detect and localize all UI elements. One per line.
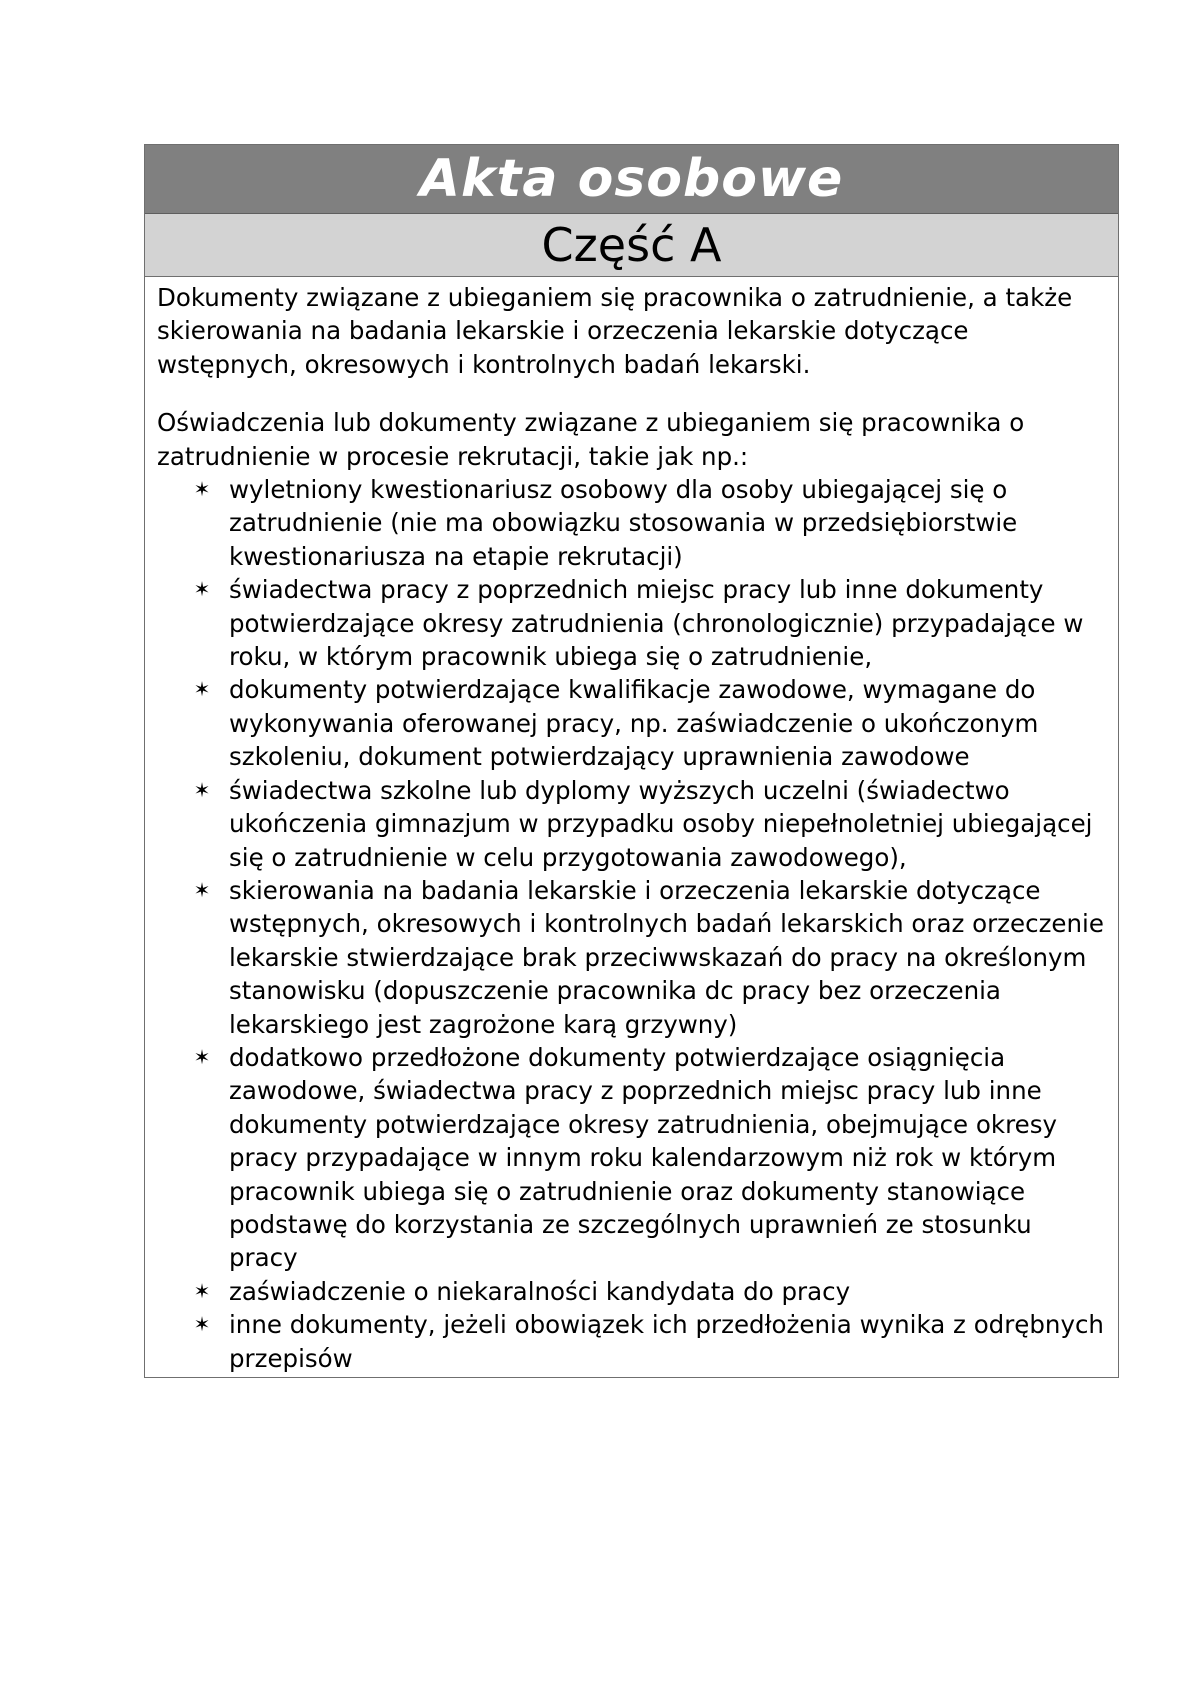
list-item-text: świadectwa szkolne lub dyplomy wyższych uczelni (świadectwo ukończenia gimnazjum w przypadku osoby niepełnoletniej ubiegającej się o zatrudnienie w celu przygotowania zawodowego), bbox=[229, 775, 1093, 872]
bullet-star-icon: ✶ bbox=[193, 1278, 211, 1303]
bullet-star-icon: ✶ bbox=[193, 1312, 211, 1337]
bullet-star-icon: ✶ bbox=[193, 777, 211, 802]
list-item bbox=[157, 1041, 1108, 1275]
list-item bbox=[157, 673, 1108, 773]
list-item-text: dokumenty potwierdzające kwalifikacje zawodowe, wymagane do wykonywania oferowanej pracy, np. zaświadczenie o ukończonym szkoleniu, dokument potwierdzający uprawnienia zawodowe bbox=[229, 675, 1039, 772]
list-item bbox=[157, 573, 1108, 673]
list-item-text: zaświadczenie o niekaralności kandydata do pracy bbox=[229, 1276, 851, 1306]
title-band bbox=[145, 145, 1118, 214]
list-item-text: skierowania na badania lekarskie i orzeczenia lekarskie dotyczące wstępnych, okresowych i kontrolnych badań lekarskich oraz orzeczenie lekarskie stwierdzające brak przeciwwskazań do pracy na określonym stanowisku (dopuszczenie pracownika dc pracy bez orzeczenia lekarskiego jest zagrożone karą grzywny) bbox=[229, 875, 1104, 1039]
list-item-text: dodatkowo przedłożone dokumenty potwierdzające osiągnięcia zawodowe, świadectwa pracy z poprzednich miejsc pracy lub inne dokumenty potwierdzające okresy zatrudnienia, obejmujące okresy pracy przypadające w innym roku kalendarzowym niż rok w którym pracownik ubiega się o zatrudnienie oraz dokumenty stanowiące podstawę do korzystania ze szczególnych uprawnień ze stosunku pracy bbox=[229, 1042, 1057, 1273]
list-intro-paragraph: Oświadczenia lub dokumenty związane z ubieganiem się pracownika o zatrudnienie w procesie rekrutacji, takie jak np.: bbox=[157, 408, 1025, 471]
bullet-star-icon: ✶ bbox=[193, 577, 211, 602]
document-content bbox=[145, 277, 1118, 1377]
list-item bbox=[157, 774, 1108, 874]
document-box bbox=[144, 144, 1119, 1378]
bullet-star-icon: ✶ bbox=[193, 1044, 211, 1069]
list-item-text: świadectwa pracy z poprzednich miejsc pracy lub inne dokumenty potwierdzające okresy zatrudnienia (chronologicznie) przypadające w roku, w którym pracownik ubiega się o zatrudnienie, bbox=[229, 575, 1084, 672]
document-list bbox=[157, 473, 1108, 1375]
list-item-text: inne dokumenty, jeżeli obowiązek ich przedłożenia wynika z odrębnych przepisów bbox=[229, 1310, 1104, 1373]
list-item bbox=[157, 1308, 1108, 1375]
bullet-star-icon: ✶ bbox=[193, 877, 211, 902]
bullet-star-icon: ✶ bbox=[193, 477, 211, 502]
list-item-text: wyletniony kwestionariusz osobowy dla osoby ubiegającej się o zatrudnienie (nie ma obowiązku stosowania w przedsiębiorstwie kwestionariusza na etapie rekrutacji) bbox=[229, 475, 1018, 571]
document-title: Akta osobowe bbox=[419, 149, 844, 209]
list-item bbox=[157, 874, 1108, 1041]
list-item bbox=[157, 473, 1108, 573]
intro-paragraph: Dokumenty związane z ubieganiem się pracownika o zatrudnienie, a także skierowania na badania lekarskie i orzeczenia lekarskie dotyczące wstępnych, okresowych i kontrolnych badań lekarski. bbox=[157, 283, 1073, 379]
bullet-star-icon: ✶ bbox=[193, 677, 211, 702]
document-subtitle: Część A bbox=[541, 218, 722, 272]
subtitle-band bbox=[145, 214, 1118, 277]
list-item bbox=[157, 1275, 1108, 1308]
